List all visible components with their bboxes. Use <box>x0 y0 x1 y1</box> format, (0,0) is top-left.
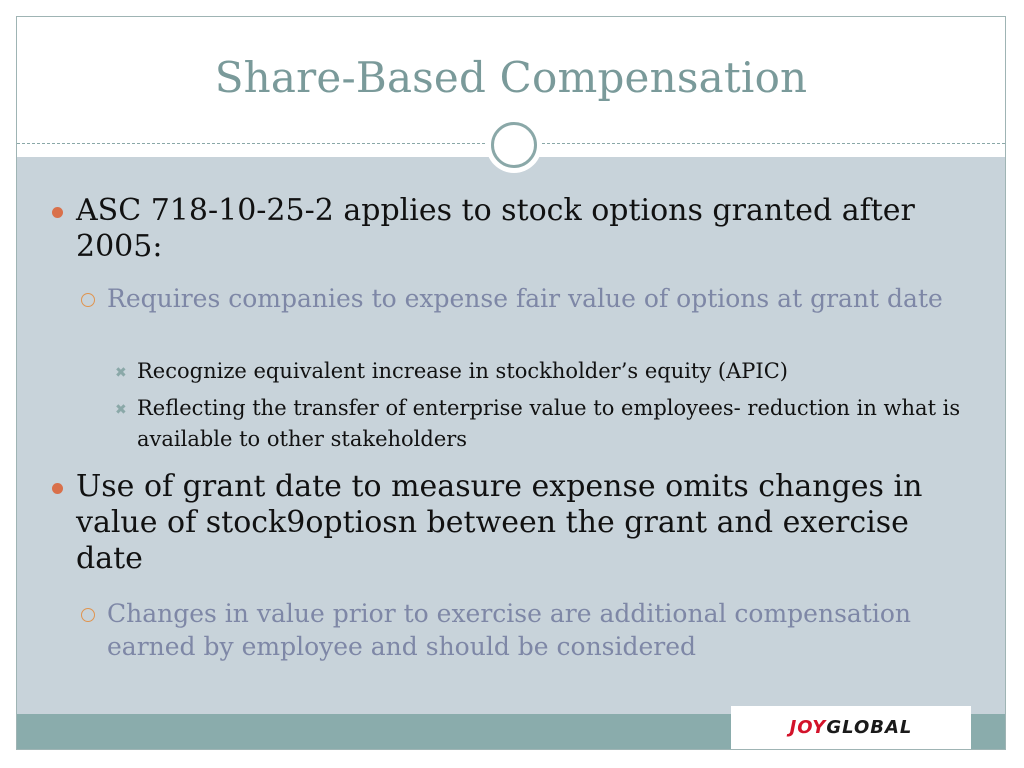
bullet-text: ASC 718-10-25-2 applies to stock options granted after 2005: <box>76 193 915 264</box>
divider-ring <box>491 122 537 168</box>
bullet-level3 <box>115 356 987 387</box>
bullet-circle-icon <box>81 608 95 622</box>
bullet-level1 <box>76 469 976 577</box>
bullet-circle-icon <box>81 293 95 307</box>
content-area <box>17 157 1005 714</box>
bullet-text: Reflecting the transfer of enterprise value to employees- reduction in what is available to other stakeholders <box>137 396 961 451</box>
divider-circle-icon <box>486 117 542 173</box>
bullet-text: Requires companies to expense fair value of options at grant date <box>107 284 943 313</box>
bullet-level1 <box>76 193 976 265</box>
bullet-level3 <box>115 393 987 455</box>
logo-joy: JOY <box>789 717 827 738</box>
company-logo <box>731 706 971 749</box>
bullet-text: Recognize equivalent increase in stockholder’s equity (APIC) <box>137 359 788 383</box>
bullet-dot-icon <box>52 483 63 494</box>
bullet-x-icon: ✖ <box>115 365 127 381</box>
bullet-level2 <box>107 597 987 663</box>
logo-text <box>731 717 971 738</box>
bullet-text: Changes in value prior to exercise are additional compensation earned by employee and should be considered <box>107 599 912 661</box>
bullet-level2 <box>107 282 987 315</box>
logo-global: GLOBAL <box>826 717 913 738</box>
slide-title: Share-Based Compensation <box>214 53 808 102</box>
bullet-x-icon: ✖ <box>115 402 127 418</box>
slide <box>16 16 1006 750</box>
bullet-text: Use of grant date to measure expense omits changes in value of stock9optiosn between the grant and exercise date <box>76 469 923 576</box>
bullet-dot-icon <box>52 207 63 218</box>
